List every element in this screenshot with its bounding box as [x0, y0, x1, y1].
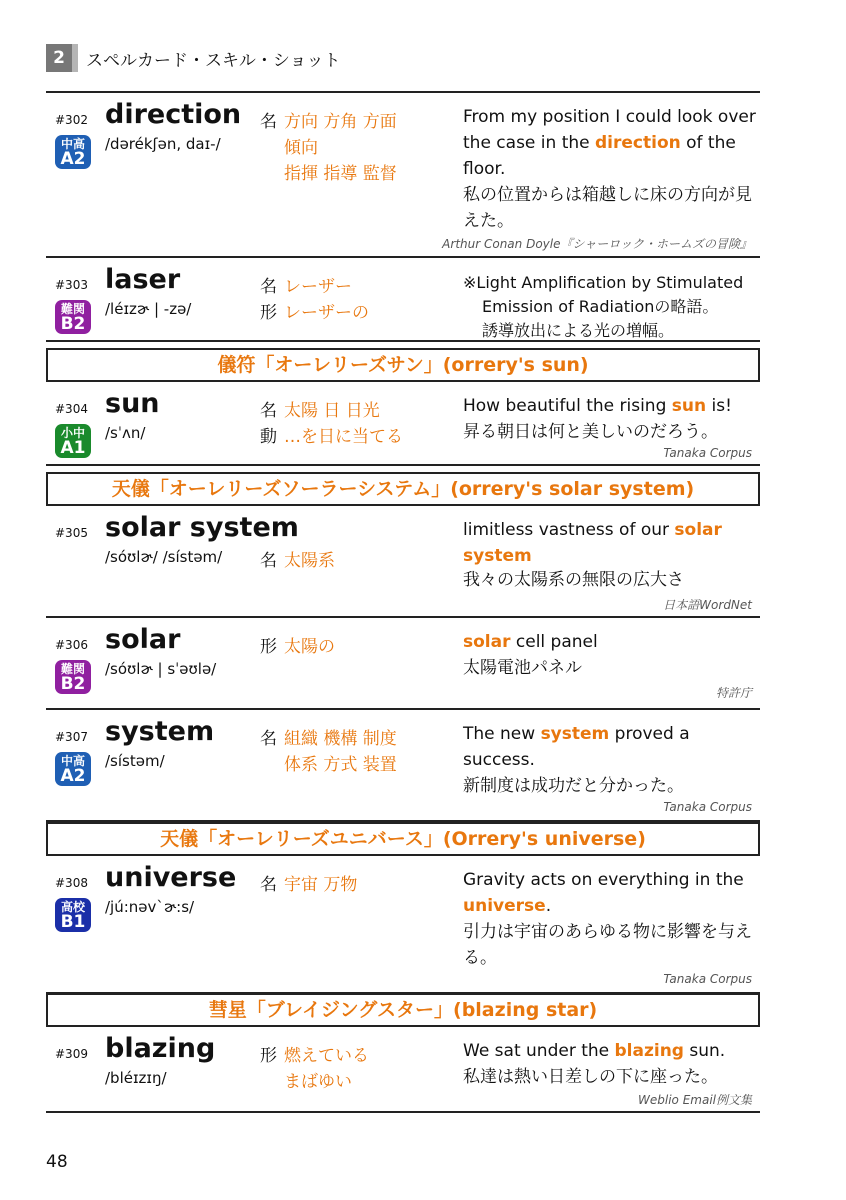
section-heading: 天儀「オーレリーズユニバース」(Orrery's universe)	[46, 822, 760, 856]
meaning: 体系 方式 装置	[284, 755, 397, 775]
meaning: 組織 機構 制度	[284, 729, 397, 749]
part-of-speech: 名	[260, 277, 277, 297]
translation: 我々の太陽系の無限の広大さ	[463, 570, 684, 590]
example: The new system proved a success.	[463, 724, 690, 770]
highlighted-word: system	[540, 724, 610, 744]
meaning: 方向 方角 方面	[284, 112, 397, 132]
part-of-speech: 名	[260, 401, 277, 421]
level-badge: 中高 A2	[55, 752, 91, 786]
entry-system	[46, 710, 760, 822]
translation: 私の位置からは箱越しに床の方向が見えた。	[463, 185, 752, 231]
headword: blazing	[105, 1033, 216, 1064]
pronunciation: /sˈʌn/	[105, 424, 146, 442]
meaning: 傾向	[284, 138, 318, 158]
highlighted-word: universe	[463, 896, 546, 916]
part-of-speech: 名	[260, 875, 277, 895]
meaning-line	[260, 298, 369, 323]
level-badge: 小中 A1	[55, 424, 91, 458]
section-heading: 彗星「ブレイジングスター」(blazing star)	[46, 993, 760, 1027]
page-number: 48	[46, 1152, 68, 1172]
entry-universe	[46, 856, 760, 994]
meaning: まばゆい	[284, 1072, 352, 1092]
level-badge: 中高 A2	[55, 135, 91, 169]
entry-number: #303	[55, 278, 88, 292]
part-of-speech: 名	[260, 729, 277, 749]
part-of-speech: 形	[260, 637, 277, 657]
entry-number: #309	[55, 1047, 88, 1061]
source: Tanaka Corpus	[663, 972, 752, 986]
translation: 昇る朝日は何と美しいのだろう。	[463, 422, 718, 442]
meaning-line	[260, 422, 403, 447]
meaning-line	[260, 870, 357, 895]
meaning-line	[260, 1041, 369, 1066]
entry-direction	[46, 93, 760, 258]
entry-solar	[46, 618, 760, 710]
meaning-line	[260, 107, 397, 132]
section-heading: 儀符「オーレリーズサン」(orrery's sun)	[46, 348, 760, 382]
pronunciation: /sóʊlɚ/ /sístəm/	[105, 548, 223, 566]
headword: solar	[105, 624, 181, 655]
pronunciation: /jú:nəvˋɚ:s/	[105, 898, 195, 916]
pronunciation: /bléɪzɪŋ/	[105, 1069, 167, 1087]
part-of-speech: 名	[260, 551, 277, 571]
entry-number: #302	[55, 113, 88, 127]
entry-sun	[46, 382, 760, 466]
meaning: 太陽の	[284, 637, 335, 657]
part-of-speech: 動	[260, 427, 277, 447]
source: 特許庁	[715, 686, 752, 700]
entry-laser	[46, 258, 760, 342]
meaning-line	[260, 1067, 352, 1092]
entry-blazing	[46, 1027, 760, 1113]
headword: sun	[105, 388, 160, 419]
meaning-line	[260, 272, 352, 297]
meaning: …を日に当てる	[284, 427, 403, 447]
highlighted-word: blazing	[614, 1041, 684, 1061]
section-heading: 天儀「オーレリーズソーラーシステム」(orrery's solar system)	[46, 472, 760, 506]
source: Arthur Conan Doyle『シャーロック・ホームズの冒険』	[442, 237, 752, 251]
meaning: 指揮 指導 監督	[284, 164, 397, 184]
translation: 太陽電池パネル	[463, 658, 582, 678]
level-badge: 高校 B1	[55, 898, 91, 932]
meaning: レーザーの	[284, 303, 369, 323]
note: ※Light Amplification by Stimulated Emission of Radiationの略語。 誘導放出による光の増幅。	[463, 273, 744, 340]
pronunciation: /dərékʃən, daɪ-/	[105, 135, 221, 153]
part-of-speech: 形	[260, 1046, 277, 1066]
entry-solar-system	[46, 506, 760, 618]
translation: 私達は熱い日差しの下に座った。	[463, 1067, 718, 1087]
example: Gravity acts on everything in the universe.	[463, 870, 744, 916]
meaning: 太陽 日 日光	[284, 401, 380, 421]
headword: direction	[105, 99, 242, 130]
pronunciation: /sístəm/	[105, 752, 165, 770]
translation: 新制度は成功だと分かった。	[463, 776, 684, 796]
highlighted-word: solar	[463, 632, 511, 652]
meaning-line	[260, 724, 397, 749]
headword: laser	[105, 264, 181, 295]
example: limitless vastness of our solar system	[463, 520, 722, 566]
meaning-line	[260, 396, 380, 421]
translation: 引力は宇宙のあらゆる物に影響を与える。	[463, 922, 752, 968]
meaning-line	[260, 750, 397, 775]
entry-number: #306	[55, 638, 88, 652]
example: How beautiful the rising sun is!	[463, 396, 732, 416]
pronunciation: /léɪzɚ | -zə/	[105, 300, 192, 318]
highlighted-word: direction	[595, 133, 681, 153]
meaning-line	[260, 133, 318, 158]
chapter-number-badge: 2	[46, 44, 72, 72]
headword: system	[105, 716, 215, 747]
example: From my position I could look over the case in the direction of the floor.	[463, 107, 756, 179]
entry-number: #304	[55, 402, 88, 416]
level-badge: 難関 B2	[55, 300, 91, 334]
part-of-speech: 名	[260, 112, 277, 132]
example: We sat under the blazing sun.	[463, 1041, 726, 1061]
meaning: レーザー	[284, 277, 352, 297]
highlighted-word: sun	[671, 396, 707, 416]
source: Tanaka Corpus	[663, 800, 752, 814]
meaning: 太陽系	[284, 551, 335, 571]
highlighted-word: solar system	[463, 520, 722, 566]
source: 日本語WordNet	[663, 598, 752, 612]
meaning-line	[260, 546, 335, 571]
source: Tanaka Corpus	[663, 446, 752, 460]
chapter-title: スペルカード・スキル・ショット	[86, 51, 341, 71]
entry-number: #308	[55, 876, 88, 890]
meaning-line	[260, 632, 335, 657]
meaning-line	[260, 159, 397, 184]
headword: universe	[105, 862, 237, 893]
example: solar cell panel	[463, 632, 598, 652]
source: Weblio Email例文集	[638, 1093, 752, 1107]
part-of-speech: 形	[260, 303, 277, 323]
level-badge: 難関 B2	[55, 660, 91, 694]
meaning: 宇宙 万物	[284, 875, 358, 895]
entry-number: #307	[55, 730, 88, 744]
pronunciation: /sóʊlɚ | sˈəʊlə/	[105, 660, 217, 678]
meaning: 燃えている	[284, 1046, 369, 1066]
entry-number: #305	[55, 526, 88, 540]
headword: solar system	[105, 512, 299, 543]
